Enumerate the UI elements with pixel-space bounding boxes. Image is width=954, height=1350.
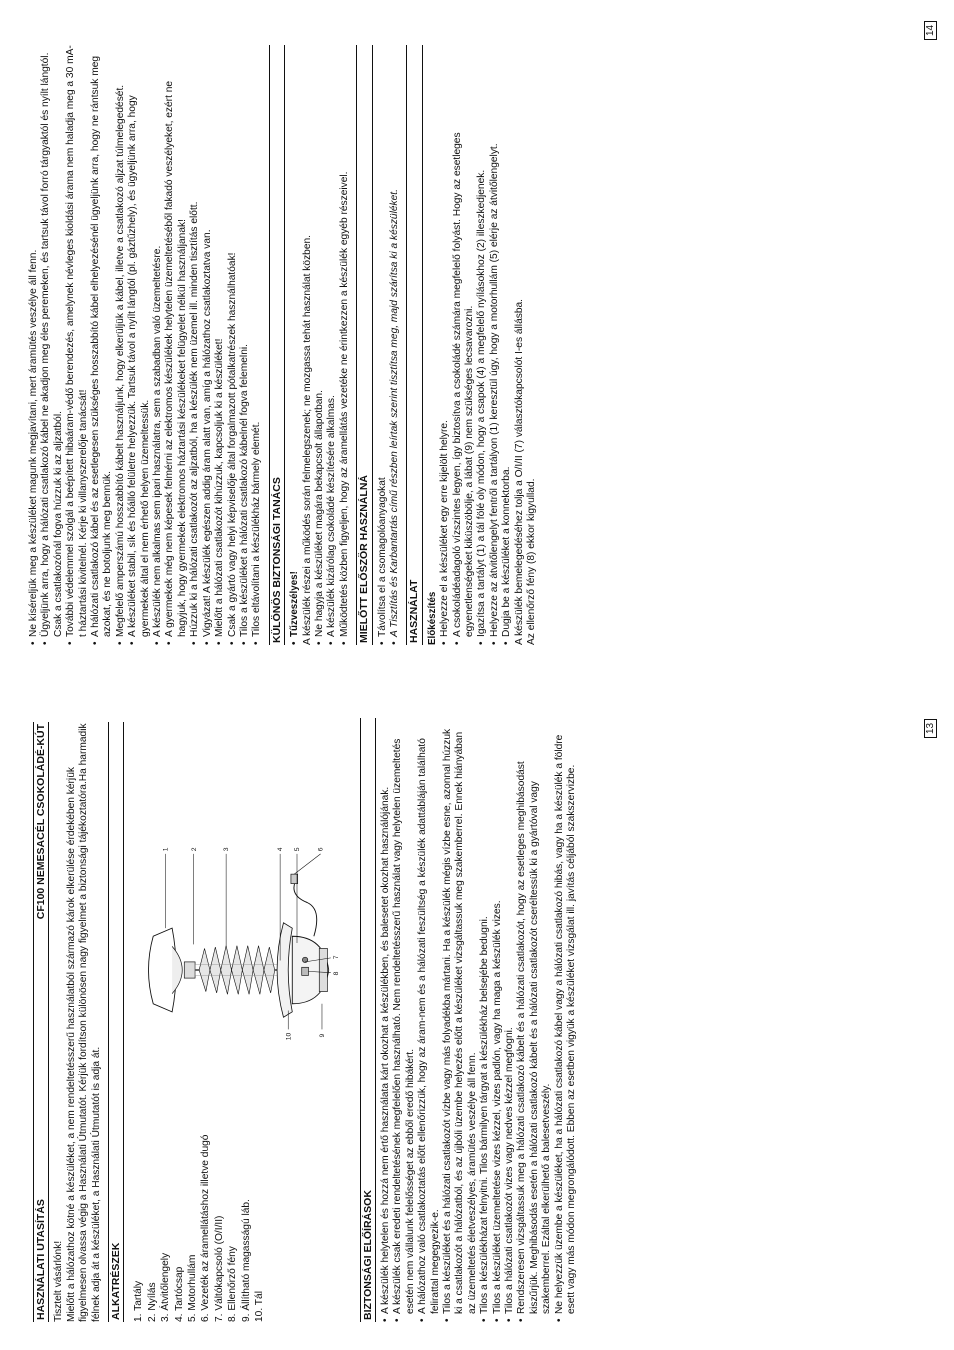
usage-line: Az ellenőrző fény (8) ekkor kigyullad. xyxy=(526,478,538,645)
fig-label-1: 1 xyxy=(162,847,170,852)
safety-item: • Vigyázat! A készülék egészen addig áram alatt van, amíg a hálózathoz csatlakoztatva van. xyxy=(202,45,214,645)
safety-item: • A hálózati csatlakozó kábel és az esetlegesen szükséges hosszabbító kábel elhelyezésénél ügyeljünk arra, hogy ne rántsuk meg azokat, és ne botoljunk meg bennük. xyxy=(90,45,115,645)
safety-item: • Megfelelő amperszámú hosszabbító kábelt használjunk, hogy elkerüljük a kábel, illetve a csatlakozó aljzat túlmelegedését. xyxy=(115,45,127,645)
safety-item: • Ügyeljünk arra, hogy a hálózati csatlakozó kábel ne akadjon meg éles peremeken, és tartsuk távol forró tárgyaktól és nyílt lángtól. Csak a csatlakozónál fogva húzzuk ki az aljzatból. xyxy=(40,45,65,645)
safety-list-continued xyxy=(28,45,264,645)
page-number-14: 14 xyxy=(924,21,937,40)
usage-item: • Igazítsa a tartályt (1) a tál fölé oly módon, hogy a csapok (4) a megfelelő nyílásokhoz (2) illeszkedjenek. xyxy=(476,45,488,645)
model-title: CF100 NEMESACÉL CSOKOLÁDÉ-KÚT xyxy=(35,724,47,920)
special-item: • Működtetés közben figyeljen, hogy az áramellátás vezetéke ne érintkezzen a készülék egyéb részeivel. xyxy=(339,45,351,645)
fig-label-10: 10 xyxy=(285,1032,293,1041)
fig-label-6: 6 xyxy=(317,847,325,852)
safety-item: • A gyermekek még nem képesek felmérni az elektromos készülékek helytelen üzemeltetéséből fakadó veszélyeket, ezért ne hagyjuk, hogy gyermekek elektromos háztartási készülékeket felügyelet nélkül használjanak! xyxy=(164,45,189,645)
fig-label-4: 4 xyxy=(277,847,285,852)
special-safety-heading: KÜLÖNÖS BIZTONSÁGI TANÁCS xyxy=(269,45,285,645)
part-item: 10. Tál xyxy=(254,1291,266,1322)
part-item: 1. Tartály xyxy=(133,1280,145,1322)
first-use-heading: MIELŐTT ELŐSZÖR HASZNÁLNÁ xyxy=(356,45,372,645)
safety-heading: BIZTONSÁGI ELŐÍRÁSOK xyxy=(360,718,376,1322)
parts-heading: ALKATRÉSZEK xyxy=(108,722,124,1322)
special-item: • A készülék kizárólag csokoládé készítésére alkalmas. xyxy=(326,45,338,645)
safety-item: • A készülék helytelen és hozzá nem értő használata kárt okozhat a készülékben, és balesetet okozhat használójának. xyxy=(380,722,392,1322)
usage-item: • Helyezze el a készüléket egy erre kijelölt helyre. xyxy=(439,45,451,645)
fire-warning: • Tűzveszélyes! xyxy=(289,45,301,645)
greeting: Tisztelt vásárlónk! xyxy=(53,1240,65,1322)
first-use-item: • A Tisztítás és Karbantartás című részben leírtak szerint tisztítsa meg, majd szárítsa ki a készüléket. xyxy=(389,45,401,645)
first-use-item: • Távolítsa el a csomagolóanyagokat xyxy=(377,45,389,645)
safety-item: • A hálózathoz való csatlakoztatás előtt ellenőrizzük, hogy az áram-nem és a hálózati feszültség a készülék adattábláján található felirattal megegyezik-e. xyxy=(417,722,442,1322)
fig-label-3: 3 xyxy=(223,847,231,852)
safety-item: • Húzzuk ki a hálózati csatlakozót az aljzatból, ha a készülék nem üzemel ill. minden tisztítás előtt. xyxy=(189,45,201,645)
fig-label-8: 8 xyxy=(333,971,341,976)
special-list-rest xyxy=(314,45,351,645)
special-item: A készülék részei a működés során felmelegszenek; ne mozgassa tehát használat közben. xyxy=(301,235,313,645)
usage-item: • A csokoládéadagoló vízszintes legyen, így biztosítva a csokoládé számára megfelelő folyást. Hogy az esetleges egyenetlenségeket kiküszöbölje, a lábat (9) nem szükséges lecsavarozni. xyxy=(452,45,477,645)
fig-label-2: 2 xyxy=(190,847,198,852)
safety-item: • A készülék nem alkalmas sem ipari használatra, sem a szabadban való üzemeltetésre. xyxy=(152,45,164,645)
safety-item: • Tilos a készüléket a hálózati csatlakozó kábelnél fogva felemelni. xyxy=(239,45,251,645)
safety-item: • Tilos a készüléket üzemeltetése vizes kézzel, vizes padlón, vagy ha maga a készülék vizes. xyxy=(492,722,504,1322)
fig-label-9: 9 xyxy=(319,1033,326,1038)
part-item: 3. Átvitőlengely xyxy=(160,1252,172,1322)
safety-item: • További védelemmel szolgál a beépített hibaáram-védő berendezés, amelynek névleges kioldási árama nem haladja meg a 30 mA-t háztartási kivitelnél. Kérje ki villanyszerelője tanácsát! xyxy=(65,45,90,645)
title-bar xyxy=(33,722,49,1322)
safety-item: • Tilos a hálózati csatlakozót vizes vagy nedves kézzel megfogni. xyxy=(504,722,516,1322)
usage-item: • Helyezze az átvitőlengelyt fentről a tartályon (1) keresztül úgy, hogy a motorhullám (5) elérje az átvitőlengelyt. xyxy=(489,45,501,645)
special-item: • Ne hagyja a készüléket magára bekapcsolt állapotban. xyxy=(314,45,326,645)
safety-item: • A készüléket stabil, sík és hőálló felületre helyezzük. Tartsuk távol a nyílt lángtól (pl. gáztűzhely), és ügyeljünk arra, hogy gyermekek által el nem érhető helyen üzemeltessük. xyxy=(127,45,152,645)
part-item xyxy=(213,1132,226,1322)
part-switch-text: 7. Váltókapcsoló (O/I/II) xyxy=(213,1215,225,1322)
usage-item: • Dugja be a készüléket a konnektorba. xyxy=(501,45,513,645)
safety-item: • Tilos a készüléket és a hálózati csatlakozót vízbe vagy más folyadékba mártani. Ha a készülék mégis vízbe esne, azonnal húzzuk ki a csatlakozót a hálózatból, és az újbóli üzembe helyezés előtt a készüléket vizsgáltassuk meg szakemberrel. Ennek hiányában az üzemeltetés életveszélyes, áramütés veszélye áll fenn. xyxy=(442,722,479,1322)
part-item: 6. Vezeték az áramellátáshoz illetve dugó xyxy=(200,1134,212,1322)
parts-list xyxy=(132,1132,266,1322)
intro-paragraph: Mielőtt a hálózathoz kötné a készüléket, a nem rendeltetésszerű használatból származó károk elkerülése érdekében kérjük figyelmesen olvassa végig a Használati Útmutatót. Kérjük fordítson különösen nagy figyelmet a biztonsági tájékoztatóra.Ha harmadik félnek adja át a készüléket, a Használati Útmutatót is adja át. xyxy=(65,723,102,1322)
fig-label-7: 7 xyxy=(333,955,341,960)
page-14 xyxy=(28,45,538,645)
safety-item: • Rendszeresen vizsgáltassuk meg a hálózati csatlakozó kábelt és a hálózati csatlakozót, hogy az esetleges meghibásodást kiszűrjük. Meghibásodás esetén a hálózati csatlakozó kábelt és a hálózati csatlakozót cseréltessük ki a gyártóval vagy szakemberrel. Ezáltal elkerülhető a balesetveszély. xyxy=(516,722,553,1322)
special-list xyxy=(289,45,301,645)
safety-item: • Ne kíséreljük meg a készüléket magunk megjavítani, mert áramütés veszélye áll fenn. xyxy=(28,45,40,645)
safety-item: • Ne helyezzük üzembe a készüléket, ha a hálózati csatlakozó kábel vagy a hálózati csatlakozó hibás, vagy ha a készülék a földre esett vagy más módon megrongálódott. Ebben az esetben vigyük a készüléket vizsgálat ill. javítás céljából szakszervizbe. xyxy=(554,722,579,1322)
fig-label-5: 5 xyxy=(294,847,302,852)
safety-item: • A készülék csak eredeti rendeltetésének megfelelően használható. Nem rendeltetésszerű használat vagy helytelen üzemeltetés esetén nem vállalunk felelősséget az ebből eredő hibákért. xyxy=(392,722,417,1322)
usage-heading: HASZNÁLAT xyxy=(406,45,422,645)
part-item: 5. Motorhullám xyxy=(187,1254,199,1322)
fountain-drawing xyxy=(118,835,368,1105)
safety-list xyxy=(380,722,579,1322)
part-item: 8. Ellenőrző fény xyxy=(227,1246,239,1322)
page-number-13: 13 xyxy=(924,719,937,738)
manual-title: HASZNÁLATI UTASÍTÁS xyxy=(35,1199,47,1320)
safety-item: • Tilos eltávolítani a készülékház bármely elemét. xyxy=(251,45,263,645)
fountain-diagram xyxy=(118,705,408,1105)
part-item: 2. Nyílás xyxy=(146,1282,158,1322)
safety-item: • Mielőtt a hálózati csatlakozót kihúzzuk, kapcsoljuk ki a készüléket! xyxy=(214,45,226,645)
usage-list xyxy=(439,45,513,645)
usage-line: A készülék bemelegedéséhez tolja a O/I/II (7) választókapcsolót I-es állásba. xyxy=(513,299,525,645)
first-use-list xyxy=(377,45,402,645)
preparation-subheading: Előkészítés xyxy=(426,591,438,645)
safety-item: • Csak a gyártó vagy helyi képviselője által forgalmazott pótalkatrészek használhatóak! xyxy=(227,45,239,645)
safety-item: • Tilos a készülékházat felnyitni. Tilos bármilyen tárgyat a készülékház belsejébe bedugni. xyxy=(479,722,491,1322)
part-item: 9. Állítható magasságú láb. xyxy=(240,1199,252,1322)
part-item: 4. Tartócsap xyxy=(173,1266,185,1322)
